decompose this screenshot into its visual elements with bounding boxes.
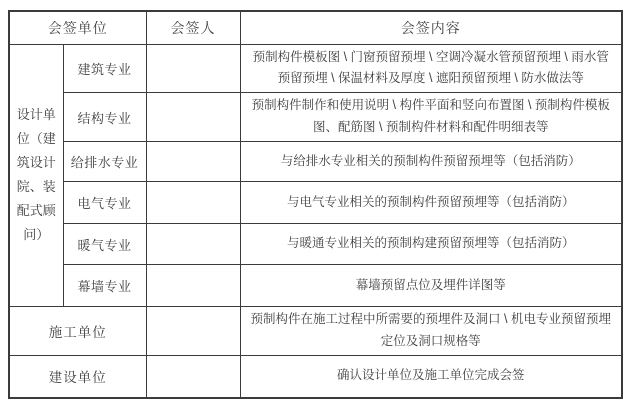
client-unit-cell: 建设单位 — [9, 356, 146, 398]
signer-cell-structure — [146, 93, 240, 142]
table-row-hvac — [9, 224, 622, 265]
table-row-plumbing — [9, 142, 622, 182]
table-row-architecture — [9, 44, 622, 93]
signer-cell-construction — [146, 307, 240, 356]
signer-cell-plumbing — [146, 142, 240, 182]
signer-cell-client — [146, 356, 240, 398]
signer-cell-curtain-wall — [146, 265, 240, 307]
header-signer: 会签人 — [146, 11, 240, 44]
table-row-structure — [9, 93, 622, 142]
content-cell-construction: 预制构件在施工过程中所需要的预埋件及洞口 \ 机电专业预留预埋定位及洞口规格等 — [240, 307, 622, 356]
header-row — [9, 11, 622, 44]
specialty-cell-architecture: 建筑专业 — [63, 44, 146, 93]
content-cell-hvac: 与暖通专业相关的预制构建预留预埋等（包括消防） — [240, 224, 622, 265]
table-row-curtain-wall — [9, 265, 622, 307]
header-content: 会签内容 — [240, 11, 622, 44]
content-cell-architecture: 预制构件模板图 \ 门窗预留预埋 \ 空调冷凝水管预留预埋 \ 雨水管预留预埋 \ 保温材料及厚度 \ 遮阳预留预埋 \ 防水做法等 — [240, 44, 622, 93]
table-row-client-unit — [9, 356, 622, 398]
specialty-cell-structure: 结构专业 — [63, 93, 146, 142]
content-cell-plumbing: 与给排水专业相关的预制构件预留预埋等（包括消防） — [240, 142, 622, 182]
header-unit: 会签单位 — [9, 11, 146, 44]
content-cell-electrical: 与电气专业相关的预制构件预留预埋等（包括消防） — [240, 182, 622, 224]
construction-unit-cell: 施工单位 — [9, 307, 146, 356]
specialty-cell-electrical: 电气专业 — [63, 182, 146, 224]
table-row-construction-unit — [9, 307, 622, 356]
specialty-cell-plumbing: 给排水专业 — [63, 142, 146, 182]
design-unit-group-cell: 设计单位（建筑设计院、装配式顾问） — [9, 44, 63, 307]
content-cell-structure: 预制构件制作和使用说明 \ 构件平面和竖向布置图 \ 预制构件模板图、配筋图 \ 预制构件材料和配件明细表等 — [240, 93, 622, 142]
specialty-cell-curtain-wall: 幕墙专业 — [63, 265, 146, 307]
countersign-table — [8, 10, 623, 399]
specialty-cell-hvac: 暖气专业 — [63, 224, 146, 265]
signer-cell-hvac — [146, 224, 240, 265]
signer-cell-electrical — [146, 182, 240, 224]
content-cell-client: 确认设计单位及施工单位完成会签 — [240, 356, 622, 398]
table-row-electrical — [9, 182, 622, 224]
signer-cell-architecture — [146, 44, 240, 93]
content-cell-curtain-wall: 幕墙预留点位及埋件详图等 — [240, 265, 622, 307]
